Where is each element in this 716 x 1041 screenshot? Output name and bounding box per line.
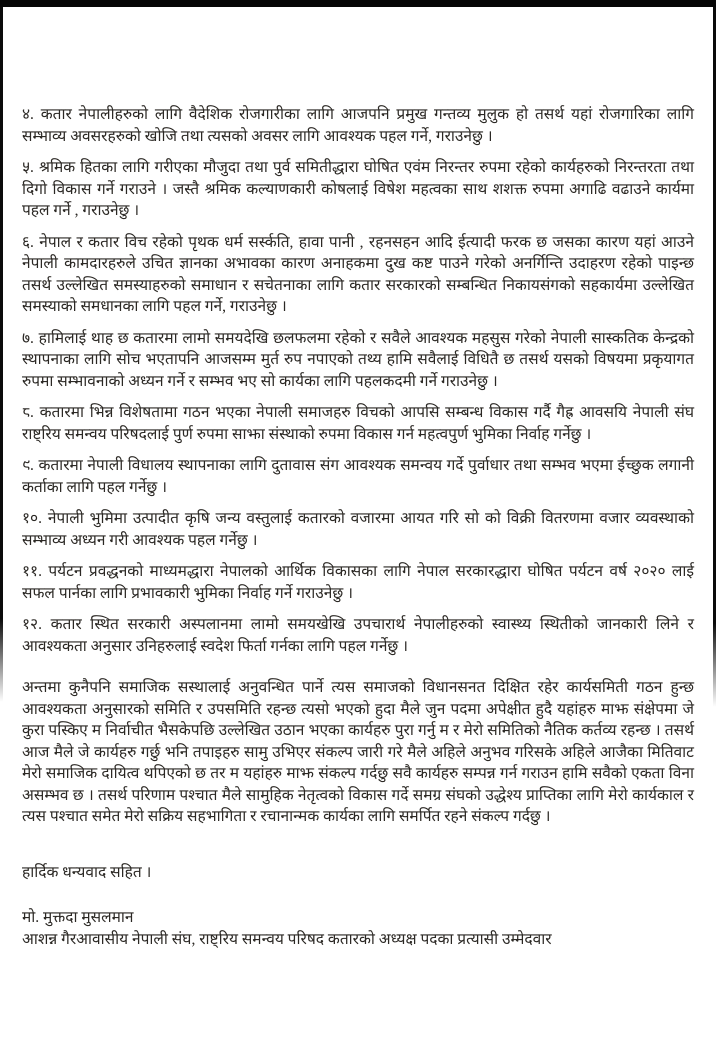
scan-edge-top: [0, 0, 716, 7]
signature-title: आशन्न गैरआवासीय नेपाली संघ, राष्ट्रिय समन्वय परिषद कतारको अध्यक्ष पदका प्रत्यासी उम्मेदवार: [22, 930, 552, 948]
paragraph-7: ७. हामिलाई थाह छ कतारमा लामो समयदेखि छलफलमा रहेको र सवैले आवश्यक महसुस गरेको नेपाली सास्कतिक केन्द्रको स्थापनाका लागि सोच भएतापनि आजसम्म मुर्त रुप नपाएको तथ्य हामि सवैलाई विधितै छ तसर्थ यसको विषयमा प्रकृयागत रुपमा सम्भावनाको अध्यन गर्ने र सम्भव भए सो कार्यका लागि पहलकदमी गर्ने गराउनेछु ।: [22, 329, 694, 390]
scan-edge-left: [0, 7, 3, 702]
paragraph-11: ११. पर्यटन प्रवद्धनको माध्यमद्धारा नेपालको आर्थिक विकासका लागि नेपाल सरकारद्धारा घोषित पर्यटन वर्ष २०२० लाई सफल पार्नका लागि प्रभावकारी भुमिका निर्वाह गर्ने गराउनेछु ।: [22, 563, 694, 602]
paragraph-12: १२. कतार स्थित सरकारी अस्पलानमा लामो समयखेखि उपचारार्थ नेपालीहरुको स्वास्थ्य स्थितीको जानकारी लिने र आवश्यकता अनुसार उनिहरुलाई स्वदेश फिर्ता गर्नका लागि पहल गर्नेछु ।: [22, 616, 694, 655]
signature-block: [22, 907, 694, 950]
thanks-line: हार्दिक धन्यवाद सहित ।: [22, 863, 152, 881]
paragraph-9: ९. कतारमा नेपाली विधालय स्थापनाका लागि दुतावास संग आवश्यक समन्वय गर्दे पुर्वाधार तथा सम्भव भएमा ईच्छुक लगानी कर्ताका लागि पहल गर्नेछु ।: [22, 457, 694, 496]
paragraph-8: ८. कतारमा भिन्न विशेषतामा गठन भएका नेपाली समाजहरु विचको आपसि सम्बन्ध विकास गर्दै गैह्र आवसयि नेपाली संघ राष्ट्रिय समन्वय परिषदलाई पुर्ण रुपमा साझा संस्थाको रुपमा विकास गर्न महत्वपुर्ण भुमिका निर्वाह गर्नेछु ।: [22, 404, 694, 443]
paragraph-4: ४. कतार नेपालीहरुको लागि वैदेशिक रोजगारीका लागि आजपनि प्रमुख गन्तव्य मुलुक हो तसर्थ यहां रोजगारिका लागि सम्भाव्य अवसरहरुको खोजि तथा त्यसको अवसर लागि आवश्यक पहल गर्ने, गराउनेछु ।: [22, 106, 694, 145]
paragraph-10: १०. नेपाली भुमिमा उत्पादीत कृषि जन्य वस्तुलाई कतारको वजारमा आयत गरि सो को विक्री वितरणमा वजार व्यवस्थाको सम्भाव्य अध्यन गरी आवश्यक पहल गर्नेछु ।: [22, 510, 694, 549]
paragraph-6: ६. नेपाल र कतार विच रहेको पृथक धर्म सर्स्कति, हावा पानी , रहनसहन आदि ईत्यादी फरक छ जसका कारण यहां आउने नेपाली कामदारहरुले उचित ज्ञानका अभावका कारण अनाहकमा दुख कष्ट पाउने गरेको अनर्गिन्ति उदाहरण रहेको पाइन्छ तसर्थ उल्लेखित समस्याहरुको समाधान र सचेतनाका लागि कतार सरकारको सम्बन्धित निकायसंगको सहकार्यमा उल्लेखित समस्याको समधानका लागि पहल गर्ने, गराउनेछु ।: [22, 233, 694, 315]
document-body: [22, 104, 694, 950]
signature-name: मो. मुक्तदा मुसलमान: [22, 909, 134, 926]
closing-paragraph: अन्तमा कुनैपनि समाजिक सस्थालाई अनुवन्धित पार्ने त्यस समाजको विधानसनत दिक्षित रहेर कार्यसमिती गठन हुन्छ आवश्यकता अनुसारको समिति र उपसमिति रहन्छ त्यसो भएको हुदा मैले जुन पदमा अपेक्षीत हुदै यहांहरु माझ संक्षेपमा जे कुरा पस्किए म निर्वाचीत भैसकेपछि उल्लेखित उठान भएका कार्यहरु पुरा गर्नु म र मेरो समितिको नैतिक कर्तव्य रहन्छ । तसर्थ आज मैले जे कार्यहरु गर्छु भनि तपाइहरु सामु उभिएर संकल्प जारी गरे मैले अहिले अनुभव गरिसके अहिले आजैका मितिवाट मेरो समाजिक दायित्व थपिएको छ तर म यहांहरु माझ संकल्प गर्दछु सवै कार्यहरु सम्पन्न गर्न गराउन हामि सवैको एकता विना असम्भव छ । तसर्थ परिणाम पश्चात मैले सामुहिक नेतृत्वको विकास गर्दे समग्र संघको उद्धेश्य प्राप्तिका लागि मेरो कार्यकाल र त्यस पश्चात समेत मेरो सक्रिय सहभागिता र रचानान्मक कार्यका लागि समर्पित रहने संकल्प गर्दछु ।: [22, 679, 694, 825]
paragraph-5: ५. श्रमिक हितका लागि गरीएका मौजुदा तथा पुर्व समितीद्धारा घोषित एवंम निरन्तर रुपमा रहेको कार्यहरुको निरन्तरता तथा दिगो विकास गर्ने गराउने । जस्तै श्रमिक कल्याणकारी कोषलाई विषेश महत्वका साथ शशक्त रुपमा अगाढि वढाउने कार्यमा पहल गर्ने , गराउनेछु ।: [22, 159, 694, 219]
